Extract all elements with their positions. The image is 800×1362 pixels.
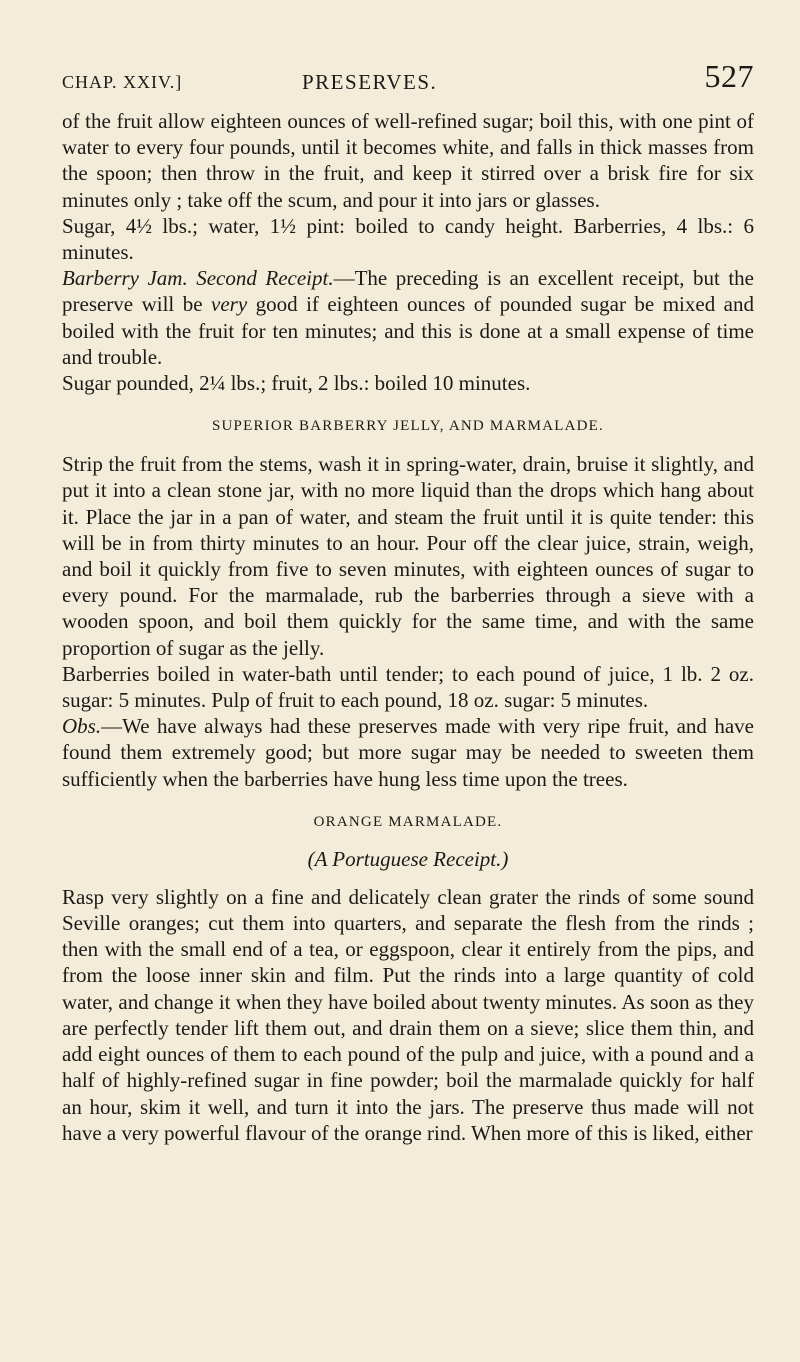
obs-label: Obs. [62,714,102,739]
subheading-portuguese-receipt: (A Portuguese Receipt.) [307,846,509,871]
obs-text: —We have always had these preserves made with very ripe fruit, and have found them extremely good; but more sugar may be needed to sweeten them sufficiently when the barberries have hung less time upon the trees. [62,714,754,791]
recipe-text-part1: —The preceding is an excellent receipt, but the preserve will be [62,266,754,317]
paragraph-barberry-jam-summary: Sugar pounded, 2¼ lbs.; fruit, 2 lbs.: boiled 10 minutes. [62,371,531,396]
paragraph-jelly-summary: Barberries boiled in water-bath until tender; to each pound of juice, 1 lb. 2 oz. sugar: 5 minutes. Pulp of fruit to each pound, 18 oz. sugar: 5 minutes. [62,661,754,713]
paragraph-orange-method: Rasp very slightly on a fine and delicately clean grater the rinds of some sound Seville oranges; cut them into quarters, and separate the flesh from the rinds ; then with the small end of a tea, or eggspoon, clear it entirely from the pips, and from the loose inner skin and film. Put the rinds into a large quantity of cold water, and change it when they have boiled about twenty minutes. As soon as they are perfectly tender lift them out, and drain them on a sieve; slice them thin, and add eight ounces of them to each pound of the pulp and juice, with a pound and a half of highly-refined sugar in fine powder; boil the marmalade quickly for half an hour, skim it well, and turn it into the jars. The preserve thus made will not have a very powerful flavour of the orange rind. When more of this is liked, either [62,884,754,1145]
chapter-label: CHAP. XXIV.] [62,72,183,92]
recipe-text-emphasis: very [211,292,248,317]
paragraph-barberry-jam-second [62,265,754,370]
recipe-title-barberry-jam: Barberry Jam. Second Receipt. [62,266,334,291]
page-number: 527 [704,58,754,94]
paragraph-continuation: of the fruit allow eighteen ounces of well-refined sugar; boil this, with one pint of water to every four pounds, until it becomes white, and falls in thick masses from the spoon; then throw in the fruit, and keep it stirred over a brisk fire for six minutes only ; take off the scum, and pour it into jars or glasses. [62,109,754,212]
section-title: PRESERVES. [302,70,438,94]
heading-orange-marmalade: ORANGE MARMALADE. [313,813,503,830]
paragraph-jelly-method: Strip the fruit from the stems, wash it in spring-water, drain, bruise it slightly, and put it into a clean stone jar, with no more liquid than the drops which hang about it. Place the jar in a pan of water, and steam the fruit until it is quite tender: this will be in from thirty minutes to an hour. Pour off the clear juice, strain, weigh, and boil it quickly from five to seven minutes, with eighteen ounces of sugar to every pound. For the marmalade, rub the barberries through a sieve with a wooden spoon, and boil them quickly for the same time, and with the same proportion of sugar as the jelly. [62,452,754,660]
recipe-text-part2: good if eighteen ounces of pounded sugar be mixed and boiled with the fruit for ten minutes; and this is done at a small expense of time and trouble. [62,292,754,369]
heading-superior-barberry-jelly: SUPERIOR BARBERRY JELLY, AND MARMALADE. [211,418,604,435]
paragraph-jelly-observation [62,713,754,792]
page-body [62,108,754,1146]
paragraph-barberry-summary: Sugar, 4½ lbs.; water, 1½ pint: boiled to candy height. Barberries, 4 lbs.: 6 minutes. [62,213,754,265]
running-head [62,58,754,98]
